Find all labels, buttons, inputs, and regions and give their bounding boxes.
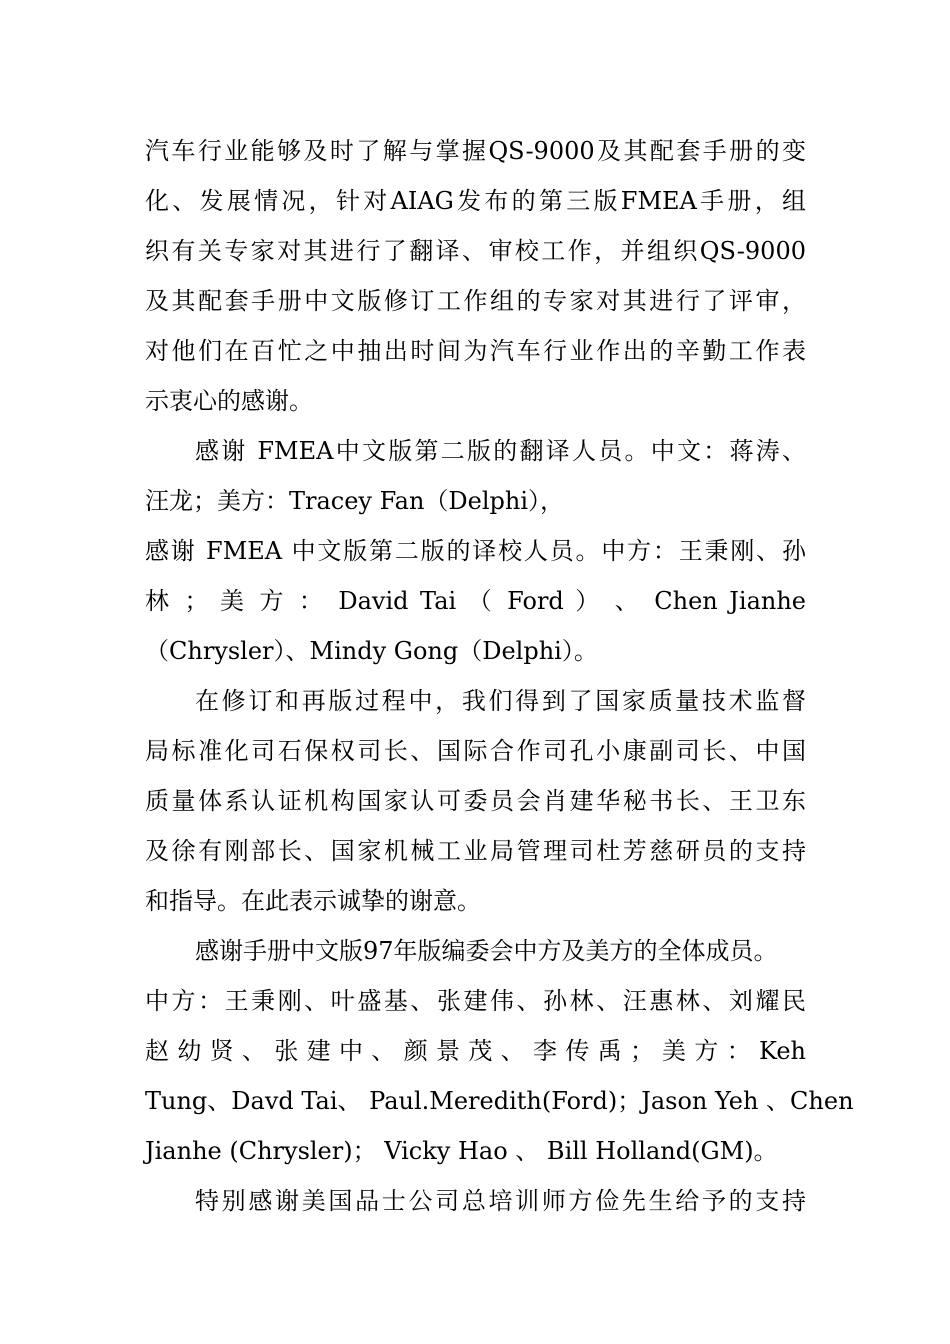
text-line: （Chrysler）、Mindy Gong（Delphi）。 <box>145 637 598 665</box>
text-line: 局标准化司石保权司长、国际合作司孔小康副司长、中国 <box>145 737 806 765</box>
text-line: 汽车行业能够及时了解与掌握QS-9000及其配套手册的变 <box>145 137 806 165</box>
text-line: 质量体系认证机构国家认可委员会肖建华秘书长、王卫东 <box>145 787 806 815</box>
text-line: 汪龙；美方：Tracey Fan（Delphi）， <box>145 487 565 515</box>
text-line: 中方：王秉刚、叶盛基、张建伟、孙林、汪惠林、刘耀民 <box>145 987 806 1015</box>
text-line: 赵 幼 贤 、 张 建 中 、 颜 景 茂 、 李 传 禹 ； 美 方 ： Keh <box>145 1037 806 1065</box>
text-line: 及其配套手册中文版修订工作组的专家对其进行了评审， <box>145 287 806 315</box>
text-line: 林 ； 美 方 ： David Tai （ Ford ） 、 Chen Jianhe <box>145 587 806 615</box>
text-line: 感谢 FMEA中文版第二版的翻译人员。中文：蒋涛、 <box>195 437 806 465</box>
text-line: 和指导。在此表示诚挚的谢意。 <box>145 887 481 915</box>
acknowledgement-text <box>145 126 854 1226</box>
text-line: 感谢手册中文版97年版编委会中方及美方的全体成员。 <box>195 937 778 965</box>
text-line: 特别感谢美国品士公司总培训师方俭先生给予的支持 <box>195 1187 806 1215</box>
text-line: 织有关专家对其进行了翻译、审校工作，并组织QS-9000 <box>145 237 806 265</box>
text-line: 示衷心的感谢。 <box>145 387 313 415</box>
text-line: Tung、Davd Tai、 Paul.Meredith(Ford)；Jason Yeh 、Chen <box>145 1087 854 1115</box>
text-line: 对他们在百忙之中抽出时间为汽车行业作出的辛勤工作表 <box>145 337 806 365</box>
text-line: 化、发展情况，针对AIAG发布的第三版FMEA手册，组 <box>145 187 806 215</box>
text-line: 在修订和再版过程中，我们得到了国家质量技术监督 <box>195 687 806 715</box>
text-line: 及徐有刚部长、国家机械工业局管理司杜芳慈研员的支持 <box>145 837 806 865</box>
text-line: Jianhe (Chrysler)； Vicky Hao 、 Bill Holland(GM)。 <box>145 1137 778 1165</box>
text-line: 感谢 FMEA 中文版第二版的译校人员。中方：王秉刚、孙 <box>145 537 806 565</box>
